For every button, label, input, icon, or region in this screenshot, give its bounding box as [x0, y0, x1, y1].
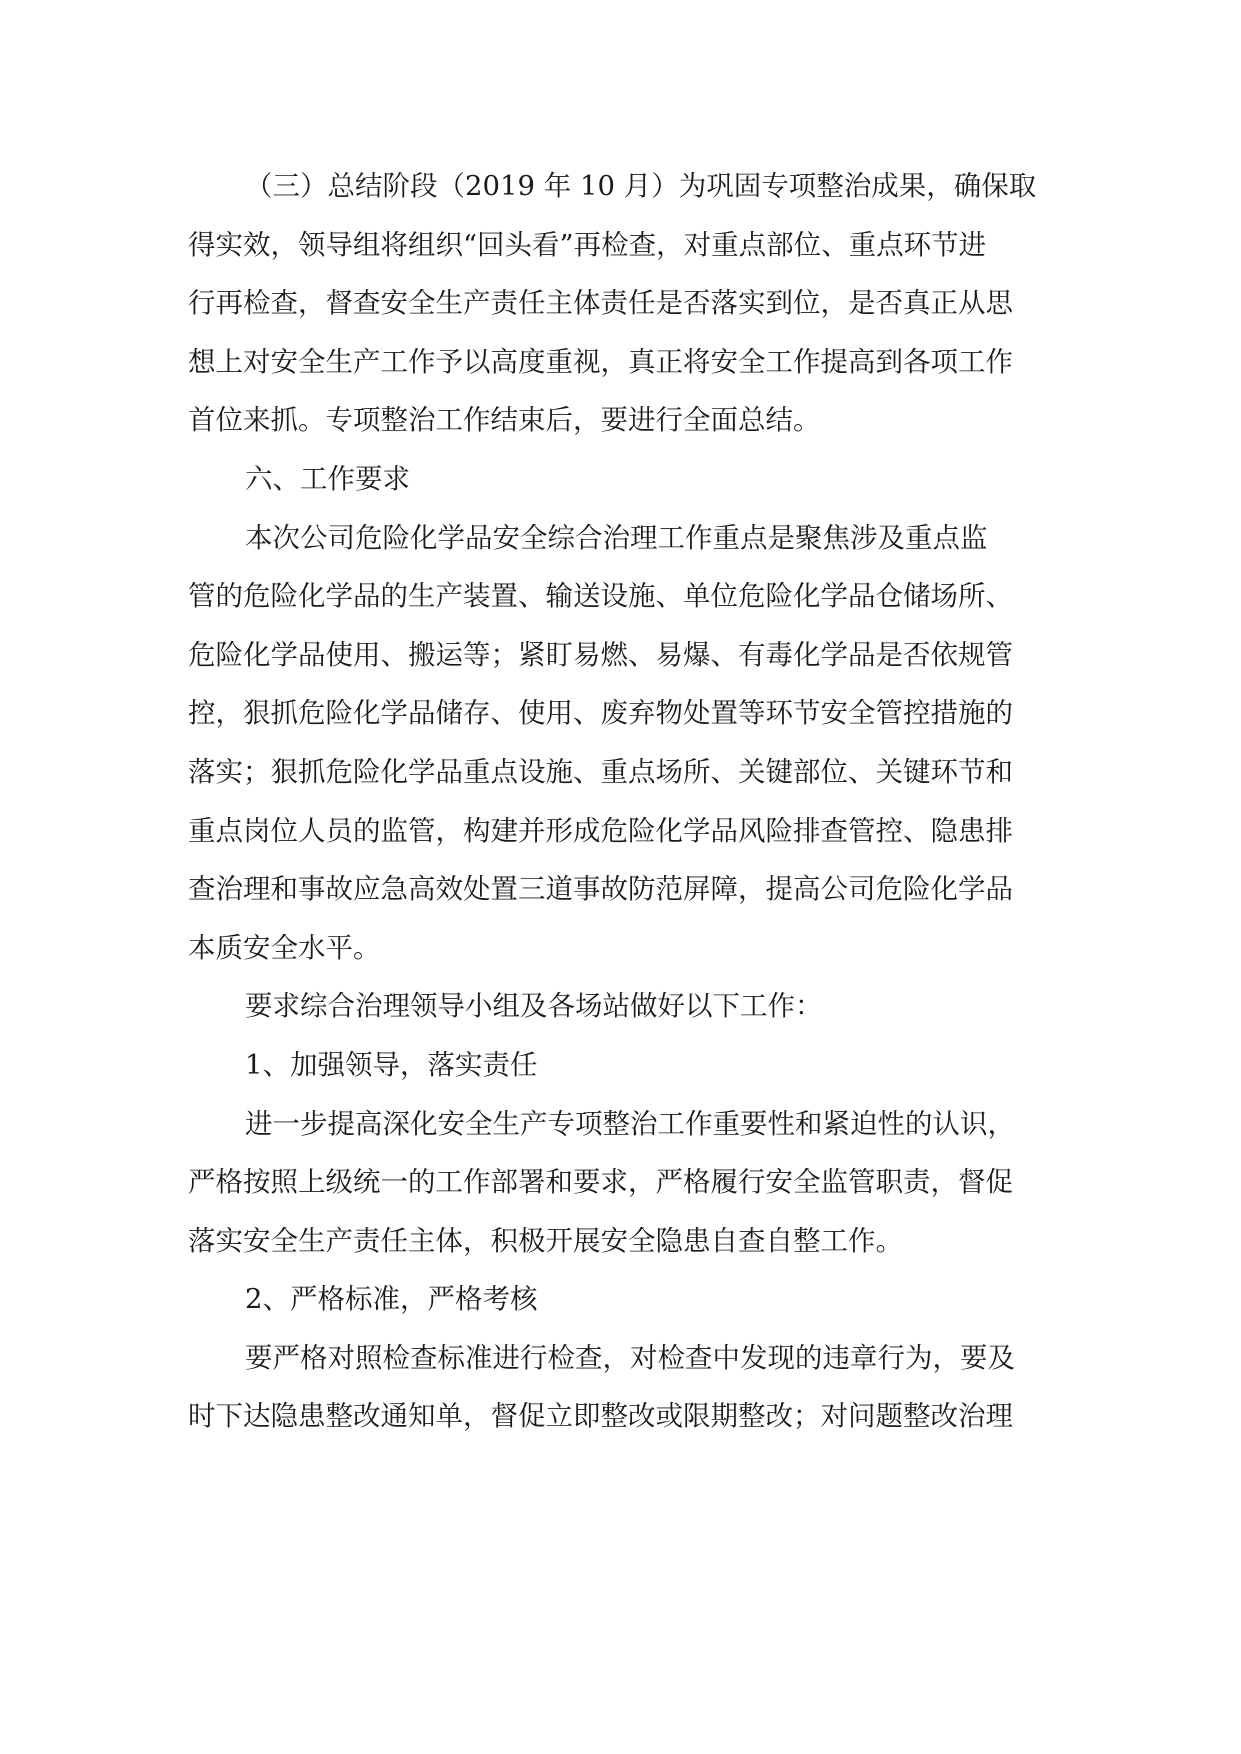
- paragraph-line: 时下达隐患整改通知单，督促立即整改或限期整改；对问题整改治理: [188, 1400, 1013, 1433]
- paragraph-line: 严格按照上级统一的工作部署和要求，严格履行安全监管职责，督促: [188, 1166, 1013, 1199]
- paragraph-line: 管的危险化学品的生产装置、输送设施、单位危险化学品仓储场所、: [188, 580, 1013, 613]
- paragraph-line: 得实效，领导组将组织“回头看”再检查，对重点部位、重点环节进: [188, 228, 987, 261]
- paragraph-line: 重点岗位人员的监管，构建并形成危险化学品风险排查管控、隐患排: [188, 814, 1013, 847]
- paragraph-line: 查治理和事故应急高效处置三道事故防范屏障，提高公司危险化学品: [188, 873, 1013, 906]
- paragraph-line: 本质安全水平。: [188, 931, 381, 964]
- subsection-heading: 2、严格标准，严格考核: [245, 1283, 538, 1316]
- paragraph-line: 本次公司危险化学品安全综合治理工作重点是聚焦涉及重点监: [245, 521, 988, 554]
- paragraph-line: 控，狠抓危险化学品储存、使用、废弃物处置等环节安全管控措施的: [188, 697, 1013, 730]
- paragraph-line: 危险化学品使用、搬运等；紧盯易燃、易爆、有毒化学品是否依规管: [188, 638, 1013, 671]
- paragraph-line: 首位来抓。专项整治工作结束后，要进行全面总结。: [188, 404, 821, 437]
- paragraph-line: 进一步提高深化安全生产专项整治工作重要性和紧迫性的认识，: [245, 1107, 1015, 1140]
- paragraph-line: 要求综合治理领导小组及各场站做好以下工作：: [245, 990, 823, 1023]
- section-heading: 六、工作要求: [245, 462, 410, 495]
- subsection-heading: 1、加强领导，落实责任: [245, 1048, 538, 1081]
- document-body: [188, 157, 1050, 1446]
- paragraph-line: （三）总结阶段（2019 年 10 月）为巩固专项整治成果，确保取: [245, 170, 1037, 202]
- paragraph-line: 想上对安全生产工作予以高度重视，真正将安全工作提高到各项工作: [188, 345, 1013, 378]
- paragraph-line: 行再检查，督查安全生产责任主体责任是否落实到位，是否真正从思: [188, 287, 1013, 320]
- paragraph-line: 落实；狠抓危险化学品重点设施、重点场所、关键部位、关键环节和: [188, 755, 1013, 788]
- paragraph-line: 落实安全生产责任主体，积极开展安全隐患自查自整工作。: [188, 1224, 903, 1257]
- paragraph-line: 要严格对照检查标准进行检查，对检查中发现的违章行为，要及: [245, 1341, 1015, 1374]
